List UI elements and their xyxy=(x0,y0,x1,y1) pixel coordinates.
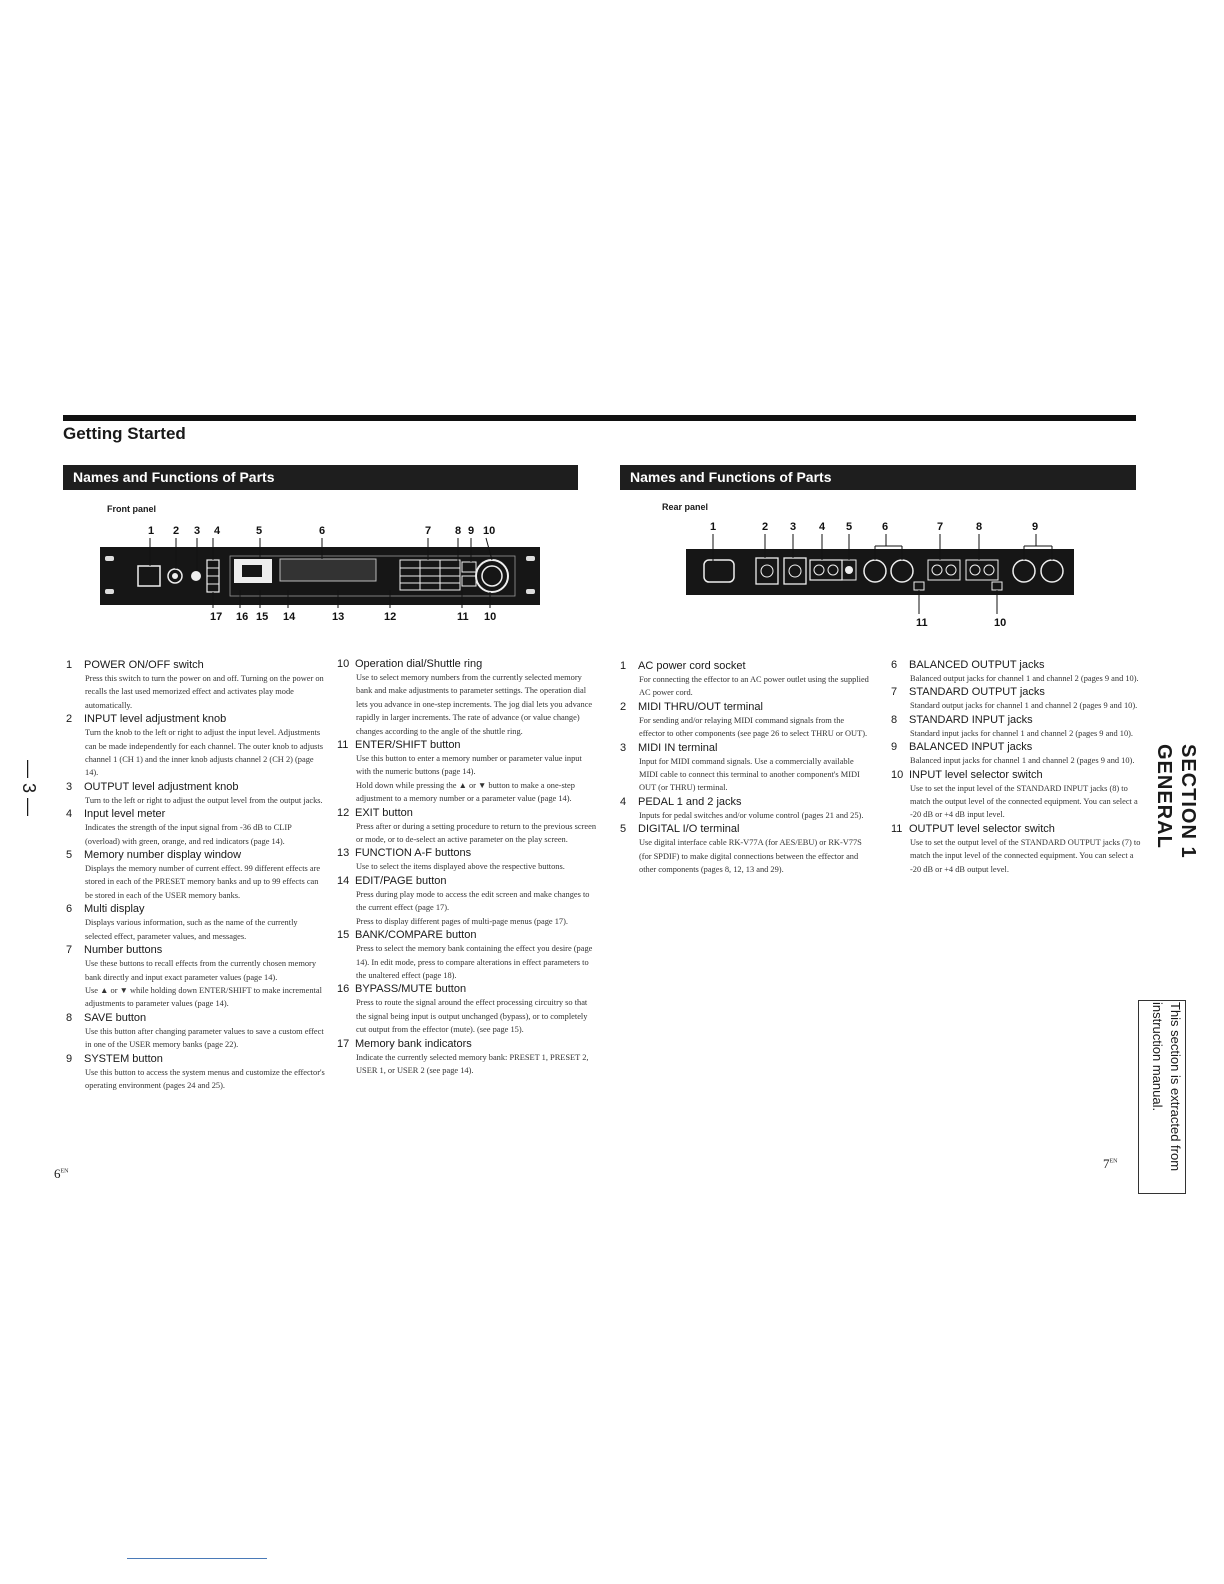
bottom-rule xyxy=(127,1558,267,1559)
item-title: Memory bank indicators xyxy=(355,1037,472,1050)
list-item xyxy=(891,658,1141,685)
list-item xyxy=(891,822,1141,876)
page-number-right xyxy=(1103,1156,1118,1172)
item-title: INPUT level selector switch xyxy=(909,768,1043,781)
item-description: Use this button to access the system menus and customize the effector's operating environment (pages 24 and 25). xyxy=(85,1067,325,1090)
item-number: 1 xyxy=(66,659,73,671)
item-title: ENTER/SHIFT button xyxy=(355,739,461,752)
sheet-page-mark xyxy=(20,760,38,816)
list-item xyxy=(620,741,870,795)
item-number: 4 xyxy=(66,808,73,821)
item-number: 6 xyxy=(891,659,898,671)
item-number: 11 xyxy=(891,822,903,835)
item-description: Standard output jacks for channel 1 and channel 2 (pages 9 and 10). xyxy=(910,701,1138,711)
item-description: Press to route the signal around the effect processing circuitry so that the signal being input is output unchanged (bypass), or to completely cut output from the effector (mute). (see page 15). xyxy=(356,998,588,1035)
item-description: Press to select the memory bank containing the effect you desire (page 14). In edit mode, press to compare alterations in effect parameters to the unaltered effect (page 18). xyxy=(356,944,593,980)
rear-callout-number: 10 xyxy=(994,617,1007,629)
item-title: MIDI THRU/OUT terminal xyxy=(638,700,763,713)
front-panel-diagram xyxy=(100,520,540,630)
right-section-band xyxy=(620,465,1136,490)
section-heading xyxy=(1152,744,1200,884)
item-title: Multi display xyxy=(84,903,145,916)
list-item xyxy=(66,1052,326,1093)
item-description: Press this switch to turn the power on and off. Turning on the power on recalls the last used memorized effect and activates play mode automatically. xyxy=(85,674,324,710)
item-number: 3 xyxy=(66,780,73,793)
front-callout-number: 6 xyxy=(319,525,326,537)
front-callout-number: 12 xyxy=(384,611,397,623)
list-item xyxy=(66,780,326,807)
list-item xyxy=(337,982,597,1036)
rear-callout-number: 4 xyxy=(819,521,826,533)
rear-callout-number: 5 xyxy=(846,521,853,533)
item-number: 10 xyxy=(337,658,350,670)
item-title: Memory number display window xyxy=(84,849,242,862)
front-callout-number: 10 xyxy=(483,525,496,537)
page-suffix-right: EN xyxy=(1109,1158,1118,1165)
item-title: Operation dial/Shuttle ring xyxy=(355,658,483,670)
list-item xyxy=(891,768,1141,822)
item-description: Standard input jacks for channel 1 and channel 2 (pages 9 and 10). xyxy=(910,728,1134,738)
item-heading xyxy=(66,712,326,726)
item-number: 2 xyxy=(66,713,73,726)
item-description: Balanced output jacks for channel 1 and channel 2 (pages 9 and 10). xyxy=(910,674,1139,683)
item-number: 9 xyxy=(66,1052,73,1065)
rear-callout-number: 2 xyxy=(762,521,769,533)
item-title: AC power cord socket xyxy=(638,660,746,672)
front-callout-number: 15 xyxy=(256,611,269,623)
front-callout-number: 1 xyxy=(148,525,155,537)
front-callout-number: 16 xyxy=(236,611,249,623)
item-number: 15 xyxy=(337,929,350,942)
front-callout-number: 3 xyxy=(194,525,201,537)
list-item xyxy=(66,712,326,780)
item-number: 2 xyxy=(620,700,627,713)
list-item xyxy=(620,700,870,741)
item-description: Indicate the currently selected memory bank: PRESET 1, PRESET 2, USER 1, or USER 2 (see page 14). xyxy=(356,1052,589,1075)
item-title: BALANCED OUTPUT jacks xyxy=(909,659,1045,671)
item-heading xyxy=(620,795,870,809)
item-heading xyxy=(66,1052,326,1066)
item-heading xyxy=(66,1011,326,1025)
item-description: Use to set the input level of the STANDARD INPUT jacks (8) to match the output level of the connected equipment. You can select a -20 dB or +4 dB input level. xyxy=(910,783,1138,820)
item-description: Press after or during a setting procedure to return to the previous screen or mode, or to de-select an active parameter on the play screen. xyxy=(356,821,597,845)
list-item xyxy=(891,685,1141,712)
item-description: Balanced input jacks for channel 1 and channel 2 (pages 9 and 10). xyxy=(910,756,1135,766)
item-heading xyxy=(891,822,1141,836)
front-callout-number: 8 xyxy=(455,525,462,537)
item-heading xyxy=(891,768,1141,782)
front-panel-list-2 xyxy=(337,657,597,1077)
item-title: SYSTEM button xyxy=(84,1052,163,1065)
item-title: OUTPUT level adjustment knob xyxy=(84,780,239,793)
front-callout-number: 7 xyxy=(425,525,432,537)
item-title: MIDI IN terminal xyxy=(638,741,718,754)
list-item xyxy=(66,902,326,943)
item-heading xyxy=(891,685,1141,699)
item-title: POWER ON/OFF switch xyxy=(84,659,204,671)
rear-callout-number: 11 xyxy=(916,617,928,629)
front-callout-number: 10 xyxy=(484,611,497,623)
item-title: Input level meter xyxy=(84,808,166,821)
front-callout-number: 5 xyxy=(256,525,263,537)
item-description: For connecting the effector to an AC power outlet using the supplied AC power cord. xyxy=(639,675,869,698)
item-description: Use to select memory numbers from the currently selected memory bank and make adjustments to parameter settings. The operation dial lets you advance in one-step increments. The jog dial lets you advance rapidly in larger increments. The rate of advance (or value change) changes according to the angle of the shuttle ring. xyxy=(356,673,593,736)
item-number: 1 xyxy=(620,660,627,672)
item-number: 5 xyxy=(620,823,627,836)
item-description: Use these buttons to recall effects from the currently chosen memory bank directly and input exact parameter values (page 14). Use ▲ or ▼ while holding down ENTER/SHIFT to make incremental adjustments to parameter values (page 14). xyxy=(85,959,322,1009)
item-title: BYPASS/MUTE button xyxy=(355,983,467,996)
item-title: FUNCTION A-F buttons xyxy=(355,847,472,860)
item-heading xyxy=(620,741,870,755)
item-description: Use to select the items displayed above the respective buttons. xyxy=(356,862,565,872)
item-description: Use this button to enter a memory number or parameter value input with the numeric buttons (page 14). Hold down while pressing the ▲ or ▼ button to make a one-step adjustment to a memory number or a parameter value (page 14). xyxy=(356,754,582,804)
list-item xyxy=(337,657,597,738)
item-title: Number buttons xyxy=(84,944,163,957)
item-heading xyxy=(337,846,597,860)
item-number: 3 xyxy=(620,741,627,754)
item-number: 16 xyxy=(337,983,350,996)
rear-panel-diagram xyxy=(686,516,1076,632)
item-number: 6 xyxy=(66,903,73,916)
item-number: 12 xyxy=(337,806,350,819)
item-number: 4 xyxy=(620,795,627,808)
item-heading xyxy=(337,874,597,888)
item-heading xyxy=(66,848,326,862)
page-suffix-left: EN xyxy=(60,1168,69,1175)
item-description: For sending and/or relaying MIDI command signals from the effector to other components (see page 26 to select THRU or OUT). xyxy=(639,715,868,739)
item-description: Input for MIDI command signals. Use a commercially available MIDI cable to connect this terminal to another component's MIDI OUT (or THRU) terminal. xyxy=(639,756,860,793)
list-item xyxy=(891,740,1141,767)
page-title: Getting Started xyxy=(63,424,186,443)
list-item xyxy=(66,943,326,1011)
rear-panel-list-1 xyxy=(620,659,870,876)
item-title: STANDARD INPUT jacks xyxy=(909,713,1033,726)
item-heading xyxy=(66,807,326,821)
item-title: PEDAL 1 and 2 jacks xyxy=(638,795,742,808)
rear-callout-number: 7 xyxy=(937,521,944,533)
top-rule xyxy=(63,415,1136,421)
item-heading xyxy=(891,740,1141,754)
front-callout-number: 4 xyxy=(214,525,221,537)
front-callout-number: 14 xyxy=(283,611,296,623)
item-title: OUTPUT level selector switch xyxy=(909,822,1055,835)
list-item xyxy=(337,806,597,847)
item-description: Use to set the output level of the STANDARD OUTPUT jacks (7) to match the input level of the connected equipment. You can select a -20 dB or +4 dB output level. xyxy=(910,837,1141,874)
item-number: 5 xyxy=(66,849,73,862)
list-item xyxy=(66,848,326,902)
item-description: Displays the memory number of current effect. 99 different effects are stored in each of the PRESET memory banks and up to 99 effects can be stored in each of the USER memory banks. xyxy=(85,864,321,900)
item-number: 10 xyxy=(891,768,904,781)
item-number: 14 xyxy=(337,874,350,887)
page-number-left-value: 6 xyxy=(54,1166,61,1181)
list-item xyxy=(337,738,597,806)
item-number: 7 xyxy=(66,944,73,957)
item-description: Turn to the left or right to adjust the output level from the output jacks. xyxy=(85,795,323,805)
item-heading xyxy=(66,902,326,916)
page-number-left xyxy=(54,1166,69,1182)
list-item xyxy=(620,795,870,822)
front-callout-number: 9 xyxy=(468,525,475,537)
rear-callout-number: 1 xyxy=(710,521,717,533)
item-heading xyxy=(891,713,1141,727)
item-number: 11 xyxy=(337,739,349,752)
item-heading xyxy=(620,700,870,714)
front-panel-list-1 xyxy=(66,658,326,1092)
front-callout-number: 2 xyxy=(173,525,180,537)
page-number-right-value: 7 xyxy=(1103,1156,1110,1171)
right-band-label: Names and Functions of Parts xyxy=(630,469,832,485)
item-title: BANK/COMPARE button xyxy=(355,929,477,942)
item-number: 7 xyxy=(891,686,898,699)
item-heading xyxy=(620,822,870,836)
front-panel-label: Front panel xyxy=(107,504,156,514)
item-description: Indicates the strength of the input signal from -36 dB to CLIP (overload) with green, orange, and red indicators (page 14). xyxy=(85,823,292,846)
list-item xyxy=(620,822,870,876)
extract-note-text: This section is extracted from instruction manual. xyxy=(1150,1002,1183,1172)
item-heading xyxy=(620,659,870,673)
item-description: Inputs for pedal switches and/or volume control (pages 21 and 25). xyxy=(639,810,864,820)
item-description: Use digital interface cable RK-V77A (for AES/EBU) or RK-V77S (for SPDIF) to make digital connections between the effector and other components (pages 8, 12, 13 and 29). xyxy=(639,838,862,875)
list-item xyxy=(66,807,326,848)
item-number: 8 xyxy=(66,1011,73,1024)
list-item xyxy=(337,874,597,928)
front-callout-number: 11 xyxy=(457,611,469,623)
item-heading xyxy=(337,738,597,752)
item-number: 17 xyxy=(337,1037,350,1050)
item-title: EDIT/PAGE button xyxy=(355,874,447,887)
list-item xyxy=(337,1037,597,1078)
front-callout-number: 13 xyxy=(332,611,345,623)
item-number: 8 xyxy=(891,713,898,726)
item-title: STANDARD OUTPUT jacks xyxy=(909,686,1045,699)
item-description: Turn the knob to the left or right to adjust the input level. Adjustments can be made independently for each channel. The outer knob to adjusts channel 1 (CH 1) and the inner knob adjusts channel 2 (CH 2) (page 14). xyxy=(85,728,323,778)
rear-callout-number: 8 xyxy=(976,521,983,533)
item-description: Press during play mode to access the edit screen and make changes to the current effect (page 17). Press to display different pages of multi-page menus (page 17). xyxy=(356,889,590,926)
item-heading xyxy=(337,806,597,820)
front-callout-number: 17 xyxy=(210,611,223,623)
list-item xyxy=(337,928,597,982)
item-title: INPUT level adjustment knob xyxy=(84,713,227,726)
item-heading xyxy=(66,943,326,957)
list-item xyxy=(66,658,326,712)
item-description: Displays various information, such as the name of the currently selected effect, parameter values, and messages. xyxy=(85,918,298,941)
item-number: 9 xyxy=(891,741,898,754)
section-heading-line-1: SECTION 1 xyxy=(1177,744,1199,859)
item-heading xyxy=(337,982,597,996)
rear-callout-number: 3 xyxy=(790,521,797,533)
item-heading xyxy=(66,780,326,794)
item-heading xyxy=(337,1037,597,1051)
list-item xyxy=(620,659,870,700)
item-description: Use this button after changing parameter values to save a custom effect in one of the USER memory banks (page 22). xyxy=(85,1026,324,1050)
rear-callout-number: 9 xyxy=(1032,521,1039,533)
item-title: EXIT button xyxy=(355,806,413,819)
item-title: SAVE button xyxy=(84,1011,147,1024)
item-number: 13 xyxy=(337,847,350,860)
rear-panel-list-2 xyxy=(891,658,1141,876)
rear-callout-number: 6 xyxy=(882,521,889,533)
list-item xyxy=(66,1011,326,1052)
left-section-band xyxy=(63,465,578,490)
item-heading xyxy=(891,658,1141,672)
section-heading-line-2: GENERAL xyxy=(1153,744,1175,849)
list-item xyxy=(891,713,1141,740)
sheet-page-mark-text: — 3 — xyxy=(19,760,39,817)
item-heading xyxy=(337,928,597,942)
left-band-label: Names and Functions of Parts xyxy=(73,469,275,485)
rear-panel-label: Rear panel xyxy=(662,502,709,512)
item-heading xyxy=(337,657,597,671)
item-title: DIGITAL I/O terminal xyxy=(638,823,740,836)
item-title: BALANCED INPUT jacks xyxy=(909,741,1033,754)
item-heading xyxy=(66,658,326,672)
list-item xyxy=(337,846,597,873)
